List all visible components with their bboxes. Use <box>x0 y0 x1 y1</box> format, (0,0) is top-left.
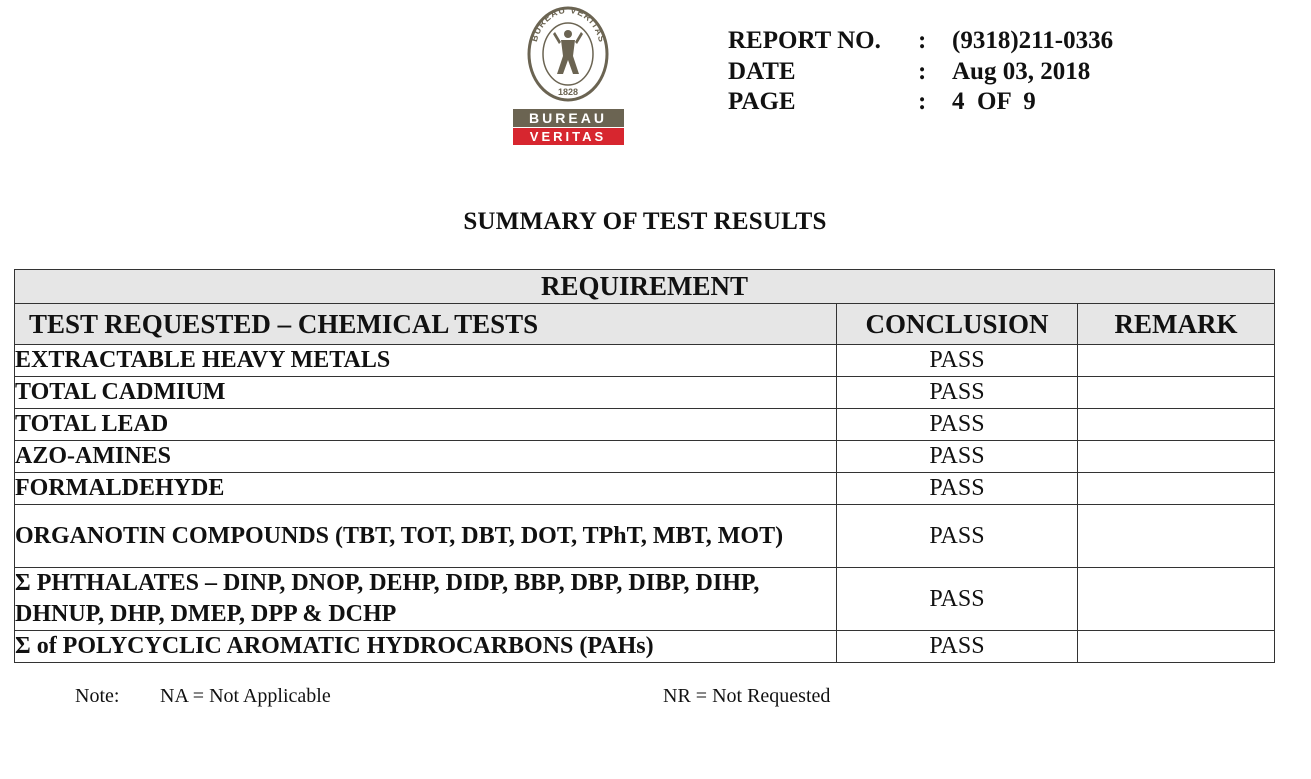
conclusion-column-header: CONCLUSION <box>837 304 1078 345</box>
report-no-row <box>728 26 1113 57</box>
table-row <box>15 441 1275 473</box>
results-table <box>14 269 1275 663</box>
logo-band-bottom: VERITAS <box>529 129 607 144</box>
conclusion-cell: PASS <box>837 441 1078 473</box>
table-row <box>15 345 1275 377</box>
test-name: TOTAL LEAD <box>15 409 837 441</box>
conclusion-cell: PASS <box>837 631 1078 663</box>
logo-year: 1828 <box>557 87 579 97</box>
remark-cell <box>1078 441 1275 473</box>
requirement-header: REQUIREMENT <box>15 270 1275 304</box>
date-colon: : <box>918 57 927 85</box>
test-name: AZO-AMINES <box>15 441 837 473</box>
test-name: TOTAL CADMIUM <box>15 377 837 409</box>
note-nr: NR = Not Requested <box>663 685 831 707</box>
test-name: Σ of POLYCYCLIC AROMATIC HYDROCARBONS (PAHs) <box>15 631 837 663</box>
table-row <box>15 568 1275 631</box>
table-row <box>15 505 1275 568</box>
conclusion-cell: PASS <box>837 409 1078 441</box>
note-label: Note: <box>75 685 120 707</box>
conclusion-cell: PASS <box>837 345 1078 377</box>
page-value: 4 OF 9 <box>952 88 1036 115</box>
page-label: PAGE <box>728 88 796 115</box>
summary-title: SUMMARY OF TEST RESULTS <box>463 208 827 235</box>
remark-cell <box>1078 505 1275 568</box>
remark-cell <box>1078 345 1275 377</box>
conclusion-cell: PASS <box>837 377 1078 409</box>
conclusion-cell: PASS <box>837 568 1078 631</box>
bureau-veritas-logo <box>511 4 625 147</box>
date-value: Aug 03, 2018 <box>952 57 1091 85</box>
date-label: DATE <box>728 57 796 85</box>
remark-cell <box>1078 409 1275 441</box>
column-header-row <box>15 304 1275 345</box>
page-row <box>728 87 1113 118</box>
remark-column-header: REMARK <box>1078 304 1275 345</box>
table-row <box>15 409 1275 441</box>
report-meta <box>728 26 1113 118</box>
remark-cell <box>1078 473 1275 505</box>
test-name: ORGANOTIN COMPOUNDS (TBT, TOT, DBT, DOT, TPhT, MBT, MOT) <box>15 505 837 568</box>
report-no-colon: : <box>918 27 927 54</box>
table-row <box>15 377 1275 409</box>
requirement-header-row <box>15 270 1275 304</box>
report-no-label: REPORT NO. <box>728 27 881 54</box>
conclusion-cell: PASS <box>837 473 1078 505</box>
remark-cell <box>1078 631 1275 663</box>
logo-band-top: BUREAU <box>529 110 607 126</box>
table-row <box>15 473 1275 505</box>
date-row <box>728 57 1113 88</box>
test-name: FORMALDEHYDE <box>15 473 837 505</box>
table-row <box>15 631 1275 663</box>
logo-ring-text: BUREAU VERITAS <box>529 4 608 44</box>
page-colon: : <box>918 88 927 115</box>
note-na: NA = Not Applicable <box>160 685 331 707</box>
remark-cell <box>1078 377 1275 409</box>
report-no-value: (9318)211-0336 <box>952 27 1114 54</box>
test-name: EXTRACTABLE HEAVY METALS <box>15 345 837 377</box>
remark-cell <box>1078 568 1275 631</box>
test-name: Σ PHTHALATES – DINP, DNOP, DEHP, DIDP, BBP, DBP, DIBP, DIHP, DHNUP, DHP, DMEP, DPP & DCHP <box>15 568 837 631</box>
test-column-header: TEST REQUESTED – CHEMICAL TESTS <box>15 304 837 345</box>
conclusion-cell: PASS <box>837 505 1078 568</box>
